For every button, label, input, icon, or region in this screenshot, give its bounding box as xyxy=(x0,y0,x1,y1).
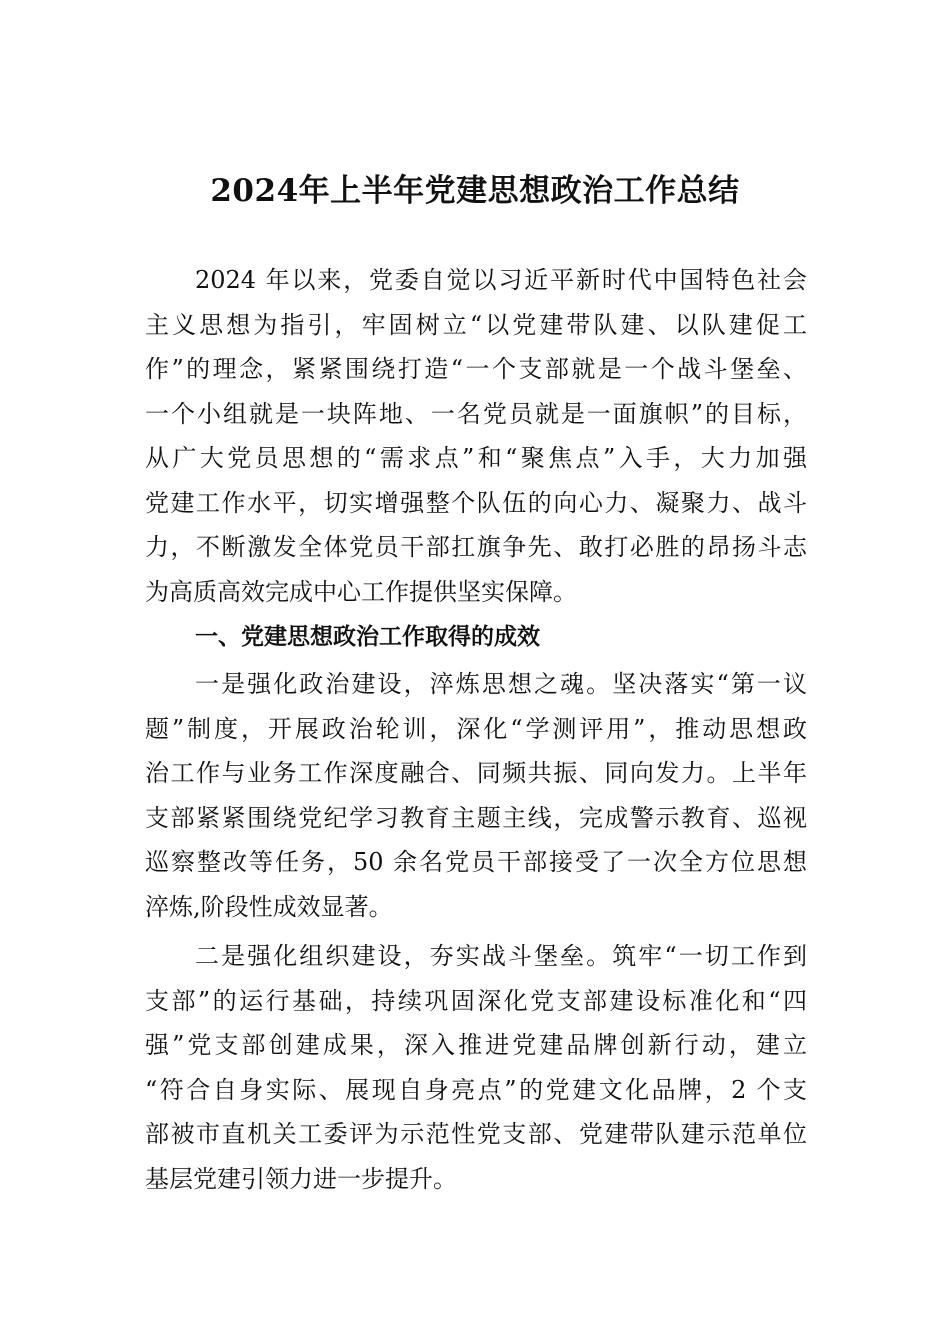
text-line: 为高质高效完成中心工作提供坚实保障。 xyxy=(145,577,577,606)
body-paragraph-political xyxy=(145,662,807,929)
intro-paragraph xyxy=(145,258,807,614)
text-line: 部被市直机关工委评为示范性党支部、党建带队建示范单位 xyxy=(145,1120,807,1148)
text-line: 一是强化政治建设，淬炼思想之魂。坚决落实“第一议 xyxy=(195,670,807,698)
text-line: 力，不断激发全体党员干部扛旗争先、敢打必胜的昂扬斗志 xyxy=(145,533,807,561)
text-line: 题”制度，开展政治轮训，深化“学测评用”，推动思想政 xyxy=(145,714,807,743)
text-line: 作”的理念，紧紧围绕打造“一个支部就是一个战斗堡垒、 xyxy=(145,355,807,383)
text-line: 主义思想为指引，牢固树立“以党建带队建、以队建促工 xyxy=(145,310,807,339)
text-line: 一、党建思想政治工作取得的成效 xyxy=(195,624,540,650)
section-heading xyxy=(145,615,807,660)
text-line: 治工作与业务工作深度融合、同频共振、同向发力。上半年 xyxy=(145,759,807,787)
text-line: 从广大党员思想的“需求点”和“聚焦点”入手，大力加强 xyxy=(145,444,807,472)
text-line: 强”党支部创建成果，深入推进党建品牌创新行动，建立 xyxy=(145,1031,807,1059)
text-line: 支部紧紧围绕党纪学习教育主题主线，完成警示教育、巡视 xyxy=(145,803,807,832)
document-title: 2024年上半年党建思想政治工作总结 xyxy=(210,173,740,209)
text-line: 二是强化组织建设，夯实战斗堡垒。筑牢“一切工作到 xyxy=(195,942,807,970)
text-line: 党建工作水平，切实增强整个队伍的向心力、凝聚力、战斗 xyxy=(145,488,807,517)
text-line: 一个小组就是一块阵地、一名党员就是一面旗帜”的目标， xyxy=(145,399,807,428)
body-paragraph-organization xyxy=(145,934,807,1201)
text-line: 淬炼,阶段性成效显著。 xyxy=(145,892,393,921)
text-line: 巡察整改等任务，50 余名党员干部接受了一次全方位思想 xyxy=(145,848,807,876)
text-line: 2024 年以来，党委自觉以习近平新时代中国特色社会 xyxy=(195,266,807,294)
text-line: “符合自身实际、展现自身亮点”的党建文化品牌，2 个支 xyxy=(145,1075,807,1104)
text-line: 支部”的运行基础，持续巩固深化党支部建设标准化和“四 xyxy=(145,986,807,1015)
text-line: 基层党建引领力进一步提升。 xyxy=(145,1164,457,1193)
